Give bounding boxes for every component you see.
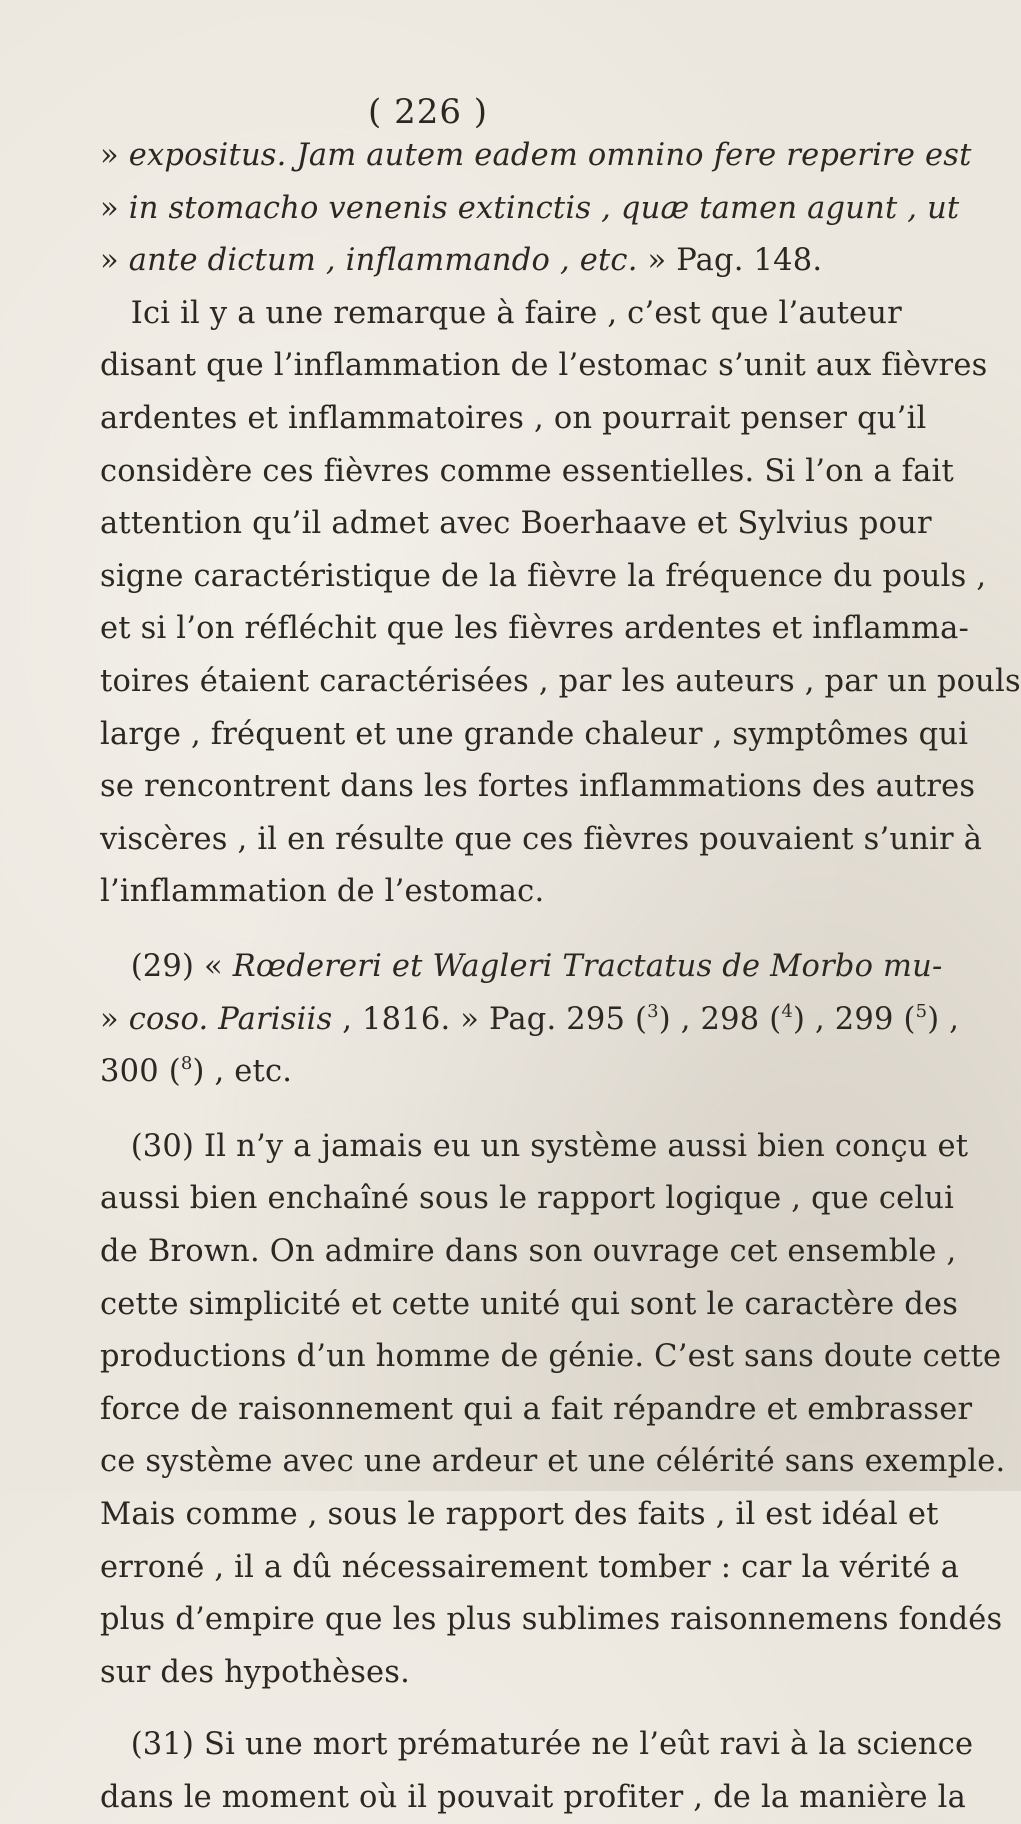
- text-segment: sur des hypothèses.: [100, 1655, 411, 1690]
- text-line: [100, 1331, 1002, 1383]
- text-segment: (31) Si une mort prématurée ne l’eût ravi à la science: [100, 1727, 974, 1762]
- footnote-ref: 8: [180, 1053, 193, 1074]
- text-line: [100, 1046, 780, 1098]
- text-line: [100, 288, 902, 340]
- text-segment: ) , 298 (: [658, 1002, 782, 1037]
- text-segment: , 1816. » Pag. 295 (: [332, 1002, 648, 1037]
- text-segment: signe caractéristique de la fièvre la fréquence du pouls ,: [100, 559, 987, 594]
- text-line: [100, 551, 987, 603]
- text-segment: ce système avec une ardeur et une célérité sans exemple.: [100, 1444, 1006, 1479]
- text-segment: expositus. Jam autem eadem omnino fere reperire est: [128, 138, 972, 173]
- text-line: [100, 1647, 780, 1699]
- text-segment: se rencontrent dans les fortes inflammations des autres: [100, 769, 976, 804]
- text-line: [100, 603, 969, 655]
- quote-mark: »: [100, 191, 129, 226]
- text-line: [100, 1436, 1006, 1488]
- text-segment: de Brown. On admire dans son ouvrage cet ensemble ,: [100, 1234, 957, 1269]
- text-line: [100, 1279, 959, 1331]
- text-segment: Rœdereri et Wagleri Tractatus de Morbo mu-: [232, 949, 943, 984]
- text-line: [100, 1772, 967, 1824]
- text-line: [100, 498, 932, 550]
- quote-mark: »: [100, 138, 129, 173]
- text-segment: viscères , il en résulte que ces fièvres pouvaient s’unir à: [100, 822, 983, 857]
- text-segment: Mais comme , sous le rapport des faits , il est idéal et: [100, 1497, 939, 1532]
- text-line: [100, 1173, 955, 1225]
- page-number: ( 226 ): [368, 92, 489, 132]
- text-segment: 300 (: [100, 1054, 181, 1089]
- text-line: [100, 393, 927, 445]
- text-line: [100, 1121, 969, 1173]
- text-line: [100, 814, 983, 866]
- text-line: [100, 130, 972, 182]
- text-segment: force de raisonnement qui a fait répandre et embrasser: [100, 1392, 973, 1427]
- text-segment: aussi bien enchaîné sous le rapport logique , que celui: [100, 1181, 955, 1216]
- text-segment: ) , 299 (: [793, 1002, 916, 1037]
- text-line: [100, 1226, 957, 1278]
- text-segment: attention qu’il admet avec Boerhaave et Sylvius pour: [100, 506, 932, 541]
- text-segment: cette simplicité et cette unité qui sont le caractère des: [100, 1287, 959, 1322]
- text-line: [100, 941, 943, 993]
- text-line: [100, 1489, 939, 1541]
- text-segment: toires étaient caractérisées , par les auteurs , par un pouls: [100, 664, 1021, 699]
- text-line: [100, 183, 960, 235]
- text-line: [100, 866, 780, 918]
- text-line: [100, 994, 960, 1046]
- text-line: [100, 235, 823, 287]
- text-segment: large , fréquent et une grande chaleur , symptômes qui: [100, 717, 969, 752]
- text-segment: disant que l’inflammation de l’estomac s’unit aux fièvres: [100, 348, 988, 383]
- text-segment: coso. Parisiis: [128, 1002, 333, 1037]
- footnote-ref: 4: [781, 1001, 793, 1022]
- text-segment: ) ,: [927, 1002, 960, 1037]
- text-segment: (30) Il n’y a jamais eu un système aussi bien conçu et: [100, 1129, 969, 1164]
- text-segment: » Pag. 148.: [637, 243, 823, 278]
- text-segment: ante dictum , inflammando , etc.: [128, 243, 638, 278]
- text-segment: erroné , il a dû nécessairement tomber : car la vérité a: [100, 1550, 960, 1585]
- text-line: [100, 1542, 960, 1594]
- text-segment: considère ces fièvres comme essentielles. Si l’on a fait: [100, 454, 954, 489]
- text-segment: in stomacho venenis extinctis , quæ tamen agunt , ut: [128, 191, 960, 226]
- text-line: [100, 656, 1021, 708]
- text-line: [100, 1384, 973, 1436]
- text-line: [100, 709, 969, 761]
- text-line: [100, 1594, 1003, 1646]
- text-segment: dans le moment où il pouvait profiter , de la manière la: [100, 1780, 967, 1815]
- text-line: [100, 761, 976, 813]
- text-segment: Ici il y a une remarque à faire , c’est que l’auteur: [100, 296, 902, 331]
- text-segment: ) , etc.: [192, 1054, 293, 1089]
- text-segment: et si l’on réfléchit que les fièvres ardentes et inflamma-: [100, 611, 969, 646]
- text-line: [100, 340, 988, 392]
- text-line: [100, 446, 954, 498]
- footnote-ref: 5: [915, 1001, 928, 1022]
- quote-mark: »: [100, 243, 129, 278]
- text-segment: (29) «: [100, 949, 233, 984]
- text-segment: ardentes et inflammatoires , on pourrait penser qu’il: [100, 401, 927, 436]
- quote-mark: »: [100, 1002, 129, 1037]
- text-segment: l’inflammation de l’estomac.: [100, 874, 545, 909]
- text-segment: plus d’empire que les plus sublimes raisonnemens fondés: [100, 1602, 1003, 1637]
- footnote-ref: 3: [647, 1001, 659, 1022]
- text-segment: productions d’un homme de génie. C’est sans doute cette: [100, 1339, 1002, 1374]
- text-line: [100, 1719, 974, 1771]
